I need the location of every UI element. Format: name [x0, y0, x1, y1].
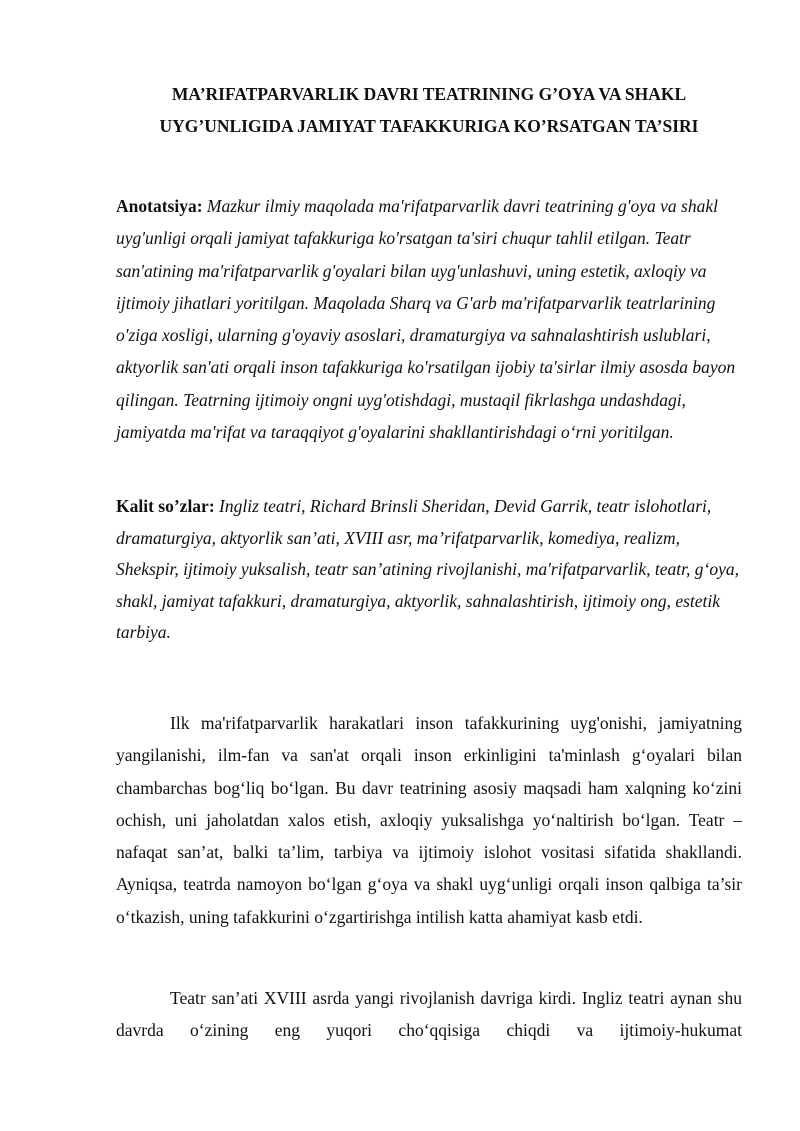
keywords-section: [116, 491, 742, 649]
abstract-label: Anotatsiya:: [116, 196, 203, 216]
article-title: [116, 78, 742, 142]
body-paragraph-1: Ilk ma'rifatparvarlik harakatlari inson tafakkurining uyg'onishi, jamiyatning yangilanishi, ilm-fan va san'at orqali inson erkinligini ta'minlash g‘oyalari bilan chambarchas bog‘liq bo‘lgan. Bu davr teatrining asosiy maqsadi ham xalqning ko‘zini ochish, uni jaholatdan xalos etish, axloqiy yuksalishga yo‘naltirish bo‘lgan. Teatr – nafaqat san’at, balki ta’lim, tarbiya va ijtimoiy islohot vositasi sifatida shakllandi. Ayniqsa, teatrda namoyon bo‘lgan g‘oya va shakl uyg‘unligi orqali inson qalbiga ta’sir o‘tkazish, uning tafakkurini o‘zgartirishga intilish katta ahamiyat kasb etdi.: [116, 713, 742, 927]
abstract-section: [116, 190, 742, 448]
keywords-text: Ingliz teatri, Richard Brinsli Sheridan, Devid Garrik, teatr islohotlari, dramaturgiya, aktyorlik san’ati, XVIII asr, ma’rifatparvarlik, komediya, realizm, Shekspir, ijtimoiy yuksalish, teatr san’atining rivojlanishi, ma'rifatparvarlik, teatr, g‘oya, shakl, jamiyat tafakkuri, dramaturgiya, aktyorlik, sahnalashtirish, ijtimoiy ong, estetik tarbiya.: [116, 496, 740, 642]
article-title-line-2: UYG’UNLIGIDA JAMIYAT TAFAKKURIGA KO’RSATGAN TA’SIRI: [159, 116, 699, 136]
article-title-line-1: MA’RIFATPARVARLIK DAVRI TEATRINING G’OYA VA SHAKL: [171, 84, 687, 104]
keywords-label: Kalit so’zlar:: [116, 496, 215, 516]
abstract-text: Mazkur ilmiy maqolada ma'rifatparvarlik davri teatrining g'oya va shakl uyg'unligi orqali jamiyat tafakkuriga ko'rsatgan ta'siri chuqur tahlil etilgan. Teatr san'atining ma'rifatparvarlik g'oyalari bilan uyg'unlashuvi, uning estetik, axloqiy va ijtimoiy jihatlari yoritilgan. Maqolada Sharq va G'arb ma'rifatparvarlik teatrlarining o'ziga xosligi, ularning g'oyaviy asoslari, dramaturgiya va sahnalashtirish uslublari, aktyorlik san'ati orqali inson tafakkuriga ko'rsatilgan ijobiy ta'sirlar ilmiy asosda bayon qilingan. Teatrning ijtimoiy ongni uyg'otishdagi, mustaqil fikrlashga undashdagi, jamiyatda ma'rifat va taraqqiyot g'oyalarini shakllantirishdagi o‘rni yoritilgan.: [116, 196, 736, 443]
body-paragraph-2: Teatr san’ati XVIII asrda yangi rivojlanish davriga kirdi. Ingliz teatri aynan shu davrda o‘zining eng yuqori cho‘qqisiga chiqdi va ijtimoiy-hukumat: [116, 988, 742, 1041]
